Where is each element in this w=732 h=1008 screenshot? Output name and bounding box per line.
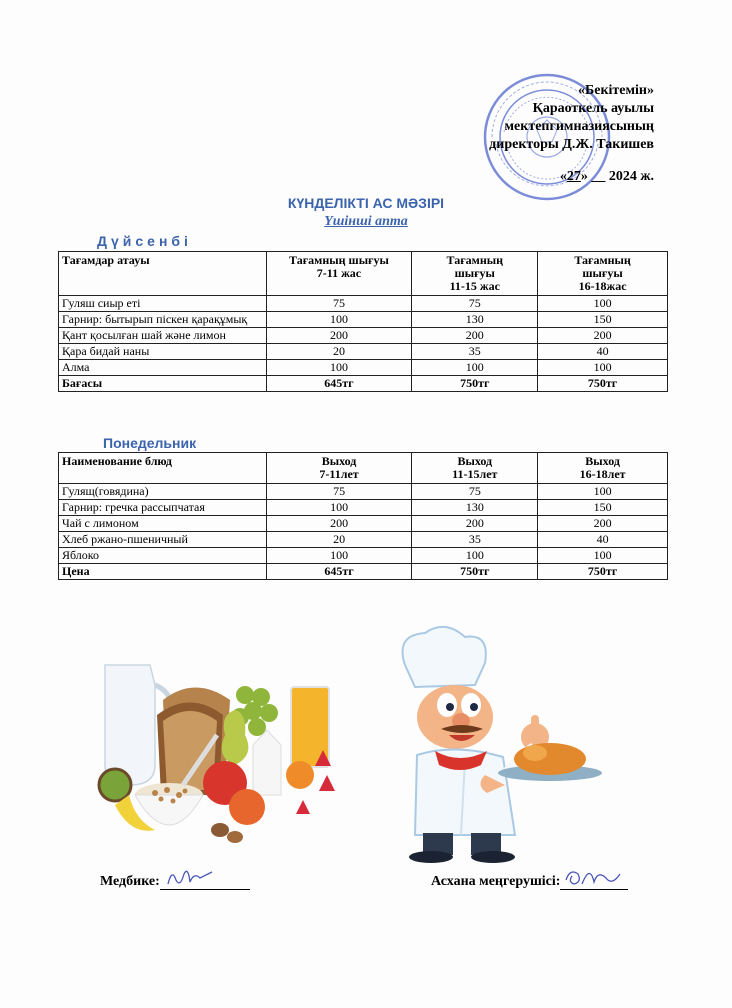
table-row <box>59 532 668 548</box>
table-row <box>59 516 668 532</box>
table-header-row <box>59 453 668 484</box>
approval-date-month: __ <box>591 169 606 184</box>
portion-cell: 75 <box>412 296 538 312</box>
portion-cell: 130 <box>412 500 538 516</box>
kitchen-head-signature-line <box>560 874 628 890</box>
portion-cell: 40 <box>538 344 668 360</box>
approval-director: директоры Д.Ж. Такишев <box>489 137 654 152</box>
table-row <box>59 360 668 376</box>
breakfast-food-illustration <box>95 625 355 855</box>
header-cell: Выход 11-15лет <box>412 453 538 484</box>
menu-title: КҮНДЕЛІКТІ АС МӘЗІРІ <box>287 195 445 211</box>
table-total-row <box>59 376 668 392</box>
table-row <box>59 344 668 360</box>
approval-title: «Бекітемін» <box>577 83 654 98</box>
header-cell: Выход 7-11лет <box>266 453 412 484</box>
kitchen-head-signature <box>431 874 628 890</box>
day-heading-ru: Понедельник <box>103 435 197 451</box>
price-cell: 750тг <box>412 564 538 580</box>
total-label: Бағасы <box>59 376 267 392</box>
day-heading-kz: Дүйсенбі <box>97 233 192 249</box>
portion-cell: 75 <box>412 484 538 500</box>
dish-name: Гарнир: бытырып піскен қарақұмық <box>59 312 267 328</box>
portion-cell: 35 <box>412 344 538 360</box>
dish-name: Алма <box>59 360 267 376</box>
portion-cell: 100 <box>538 296 668 312</box>
dish-name: Қант қосылған шай және лимон <box>59 328 267 344</box>
approval-village: Қараоткель ауылы <box>532 101 654 116</box>
portion-cell: 100 <box>412 548 538 564</box>
header-cell: Наименование блюд <box>59 453 267 484</box>
price-cell: 750тг <box>538 564 668 580</box>
portion-cell: 150 <box>538 312 668 328</box>
approval-date-year: 2024 ж. <box>605 169 654 184</box>
header-cell: Выход 16-18лет <box>538 453 668 484</box>
portion-cell: 100 <box>538 360 668 376</box>
header-cell: Тағамның шығуы 7-11 жас <box>266 252 412 296</box>
dish-name: Яблоко <box>59 548 267 564</box>
portion-cell: 35 <box>412 532 538 548</box>
price-cell: 750тг <box>412 376 538 392</box>
portion-cell: 75 <box>266 484 412 500</box>
handwritten-signature-icon <box>160 864 220 892</box>
portion-cell: 100 <box>266 312 412 328</box>
portion-cell: 75 <box>266 296 412 312</box>
table-row <box>59 484 668 500</box>
portion-cell: 100 <box>266 500 412 516</box>
approval-school: мектепгимназиясының <box>504 119 654 134</box>
handwritten-signature-icon <box>560 864 624 892</box>
dish-name: Қара бидай наны <box>59 344 267 360</box>
table-total-row <box>59 564 668 580</box>
portion-cell: 100 <box>538 548 668 564</box>
portion-cell: 200 <box>412 516 538 532</box>
portion-cell: 100 <box>412 360 538 376</box>
approval-date: «27» __ 2024 ж. <box>559 169 654 184</box>
header-cell: Тағамның шығуы 11-15 жас <box>412 252 538 296</box>
chef-cartoon-illustration <box>375 625 615 865</box>
portion-cell: 200 <box>266 516 412 532</box>
portion-cell: 200 <box>412 328 538 344</box>
portion-cell: 200 <box>538 516 668 532</box>
price-cell: 645тг <box>266 376 412 392</box>
portion-cell: 200 <box>266 328 412 344</box>
nurse-signature-line <box>160 874 250 890</box>
table-row <box>59 500 668 516</box>
table-header-row <box>59 252 668 296</box>
menu-week: Үшінші апта <box>324 214 408 229</box>
portion-cell: 100 <box>266 360 412 376</box>
dish-name: Хлеб ржано-пшеничный <box>59 532 267 548</box>
approval-block <box>489 82 654 186</box>
price-cell: 645тг <box>266 564 412 580</box>
portion-cell: 200 <box>538 328 668 344</box>
nurse-signature <box>100 874 250 890</box>
nurse-label: Медбике: <box>100 874 160 889</box>
dish-name: Гарнир: гречка рассыпчатая <box>59 500 267 516</box>
dish-name: Чай с лимоном <box>59 516 267 532</box>
portion-cell: 100 <box>538 484 668 500</box>
dish-name: Гуляш сиыр еті <box>59 296 267 312</box>
menu-table-kz <box>58 251 668 392</box>
dish-name: Гулящ(говядина) <box>59 484 267 500</box>
portion-cell: 130 <box>412 312 538 328</box>
total-label: Цена <box>59 564 267 580</box>
header-cell: Тағамдар атауы <box>59 252 267 296</box>
menu-table-ru <box>58 452 668 580</box>
portion-cell: 20 <box>266 344 412 360</box>
portion-cell: 100 <box>266 548 412 564</box>
table-row <box>59 312 668 328</box>
table-row <box>59 296 668 312</box>
kitchen-head-label: Асхана меңгерушісі: <box>431 874 561 889</box>
table-row <box>59 328 668 344</box>
approval-date-day: 27 <box>566 169 581 184</box>
price-cell: 750тг <box>538 376 668 392</box>
header-cell: Тағамның шығуы 16-18жас <box>538 252 668 296</box>
portion-cell: 20 <box>266 532 412 548</box>
portion-cell: 40 <box>538 532 668 548</box>
portion-cell: 150 <box>538 500 668 516</box>
table-row <box>59 548 668 564</box>
